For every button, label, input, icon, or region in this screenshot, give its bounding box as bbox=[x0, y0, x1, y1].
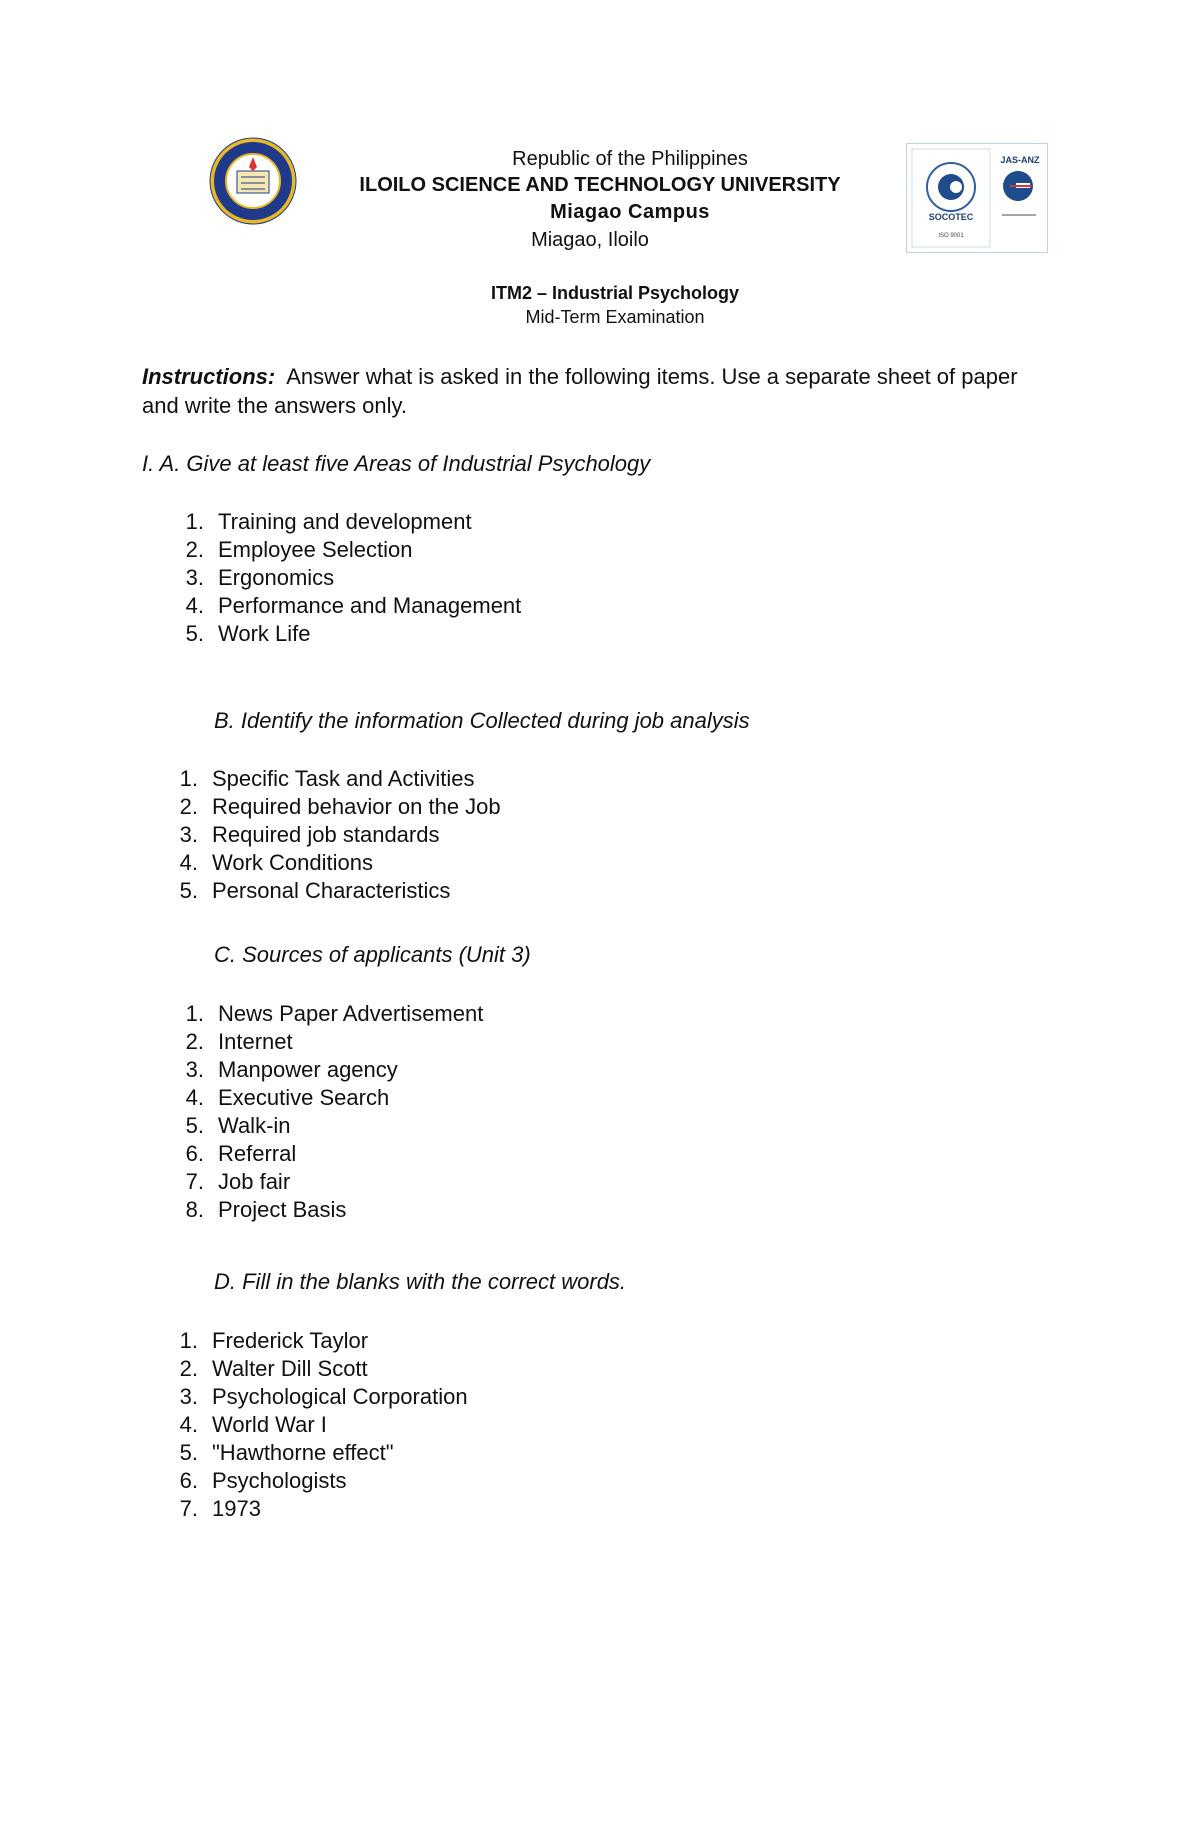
list-item-text: Walter Dill Scott bbox=[212, 1356, 368, 1381]
list-item-text: Frederick Taylor bbox=[212, 1328, 369, 1353]
list-item-text: Internet bbox=[218, 1029, 293, 1054]
list-item-text: Referral bbox=[218, 1141, 297, 1166]
university-name: ILOILO SCIENCE AND TECHNOLOGY UNIVERSITY bbox=[359, 174, 841, 196]
list-item-number: 4. bbox=[179, 1412, 198, 1437]
list-item-text: Job fair bbox=[218, 1169, 291, 1194]
list-item-number: 4. bbox=[185, 1085, 204, 1110]
list-item-text: Project Basis bbox=[218, 1197, 347, 1222]
list-item-number: 1. bbox=[185, 1001, 204, 1026]
list-item-number: 5. bbox=[179, 878, 198, 903]
list-item-text: News Paper Advertisement bbox=[218, 1001, 484, 1026]
jas-anz-label: JAS-ANZ bbox=[1000, 155, 1040, 165]
list-item-text: Required behavior on the Job bbox=[212, 794, 501, 819]
list-item-number: 2. bbox=[179, 794, 198, 819]
list-item-text: 1973 bbox=[212, 1496, 261, 1521]
list-item-number: 3. bbox=[179, 1384, 198, 1409]
list-item-text: Required job standards bbox=[212, 822, 440, 847]
course-title: ITM2 – Industrial Psychology bbox=[490, 283, 740, 303]
list-item-text: Psychological Corporation bbox=[212, 1384, 468, 1409]
socotec-label: SOCOTEC bbox=[928, 212, 974, 222]
list-item-text: Manpower agency bbox=[218, 1057, 398, 1082]
list-item-text: Specific Task and Activities bbox=[212, 766, 475, 791]
list-item-number: 3. bbox=[185, 565, 204, 590]
list-item-number: 1. bbox=[179, 1328, 198, 1353]
list-item-text: "Hawthorne effect" bbox=[212, 1440, 394, 1465]
campus-location: Miagao, Iloilo bbox=[531, 229, 649, 251]
republic-line: Republic of the Philippines bbox=[512, 148, 748, 170]
list-item-text: Employee Selection bbox=[218, 537, 413, 562]
exam-title: Mid-Term Examination bbox=[525, 307, 705, 327]
list-item-number: 2. bbox=[185, 1029, 204, 1054]
list-item-number: 2. bbox=[179, 1356, 198, 1381]
list-item-text: Work Conditions bbox=[212, 850, 373, 875]
list-item-text: Walk-in bbox=[218, 1113, 291, 1138]
campus-name: Miagao Campus bbox=[550, 201, 710, 223]
question-b: B. Identify the information Collected during job analysis bbox=[214, 708, 750, 733]
list-item-number: 3. bbox=[179, 822, 198, 847]
list-item-text: World War I bbox=[212, 1412, 327, 1437]
list-item-number: 1. bbox=[185, 509, 204, 534]
list-item-number: 4. bbox=[179, 850, 198, 875]
list-item-text: Work Life bbox=[218, 621, 311, 646]
list-item-number: 2. bbox=[185, 537, 204, 562]
instructions-label: Instructions: bbox=[142, 364, 276, 389]
list-item-text: Training and development bbox=[218, 509, 472, 534]
list-item-number: 5. bbox=[185, 1113, 204, 1138]
instructions-text: Answer what is asked in the following items. Use a separate sheet of paper and write the answers only. bbox=[142, 364, 1018, 418]
list-item-number: 5. bbox=[185, 621, 204, 646]
question-d: D. Fill in the blanks with the correct words. bbox=[214, 1269, 627, 1294]
list-item-text: Psychologists bbox=[212, 1468, 347, 1493]
instructions bbox=[142, 362, 1042, 420]
list-item-text: Executive Search bbox=[218, 1085, 390, 1110]
question-a: I. A. Give at least five Areas of Industrial Psychology bbox=[142, 451, 651, 476]
list-item-number: 6. bbox=[185, 1141, 204, 1166]
list-item-number: 3. bbox=[185, 1057, 204, 1082]
list-item-number: 6. bbox=[179, 1468, 198, 1493]
list-item-number: 8. bbox=[185, 1197, 204, 1222]
list-item-text: Personal Characteristics bbox=[212, 878, 451, 903]
question-c: C. Sources of applicants (Unit 3) bbox=[214, 942, 531, 967]
list-item-number: 7. bbox=[179, 1496, 198, 1521]
list-item-number: 4. bbox=[185, 593, 204, 618]
list-item-number: 7. bbox=[185, 1169, 204, 1194]
iso-label: ISO 9001 bbox=[938, 233, 964, 239]
list-item-text: Performance and Management bbox=[218, 593, 522, 618]
iso-certification-logo bbox=[906, 143, 1048, 253]
list-item-number: 5. bbox=[179, 1440, 198, 1465]
list-item-number: 1. bbox=[179, 766, 198, 791]
list-item-text: Ergonomics bbox=[218, 565, 335, 590]
